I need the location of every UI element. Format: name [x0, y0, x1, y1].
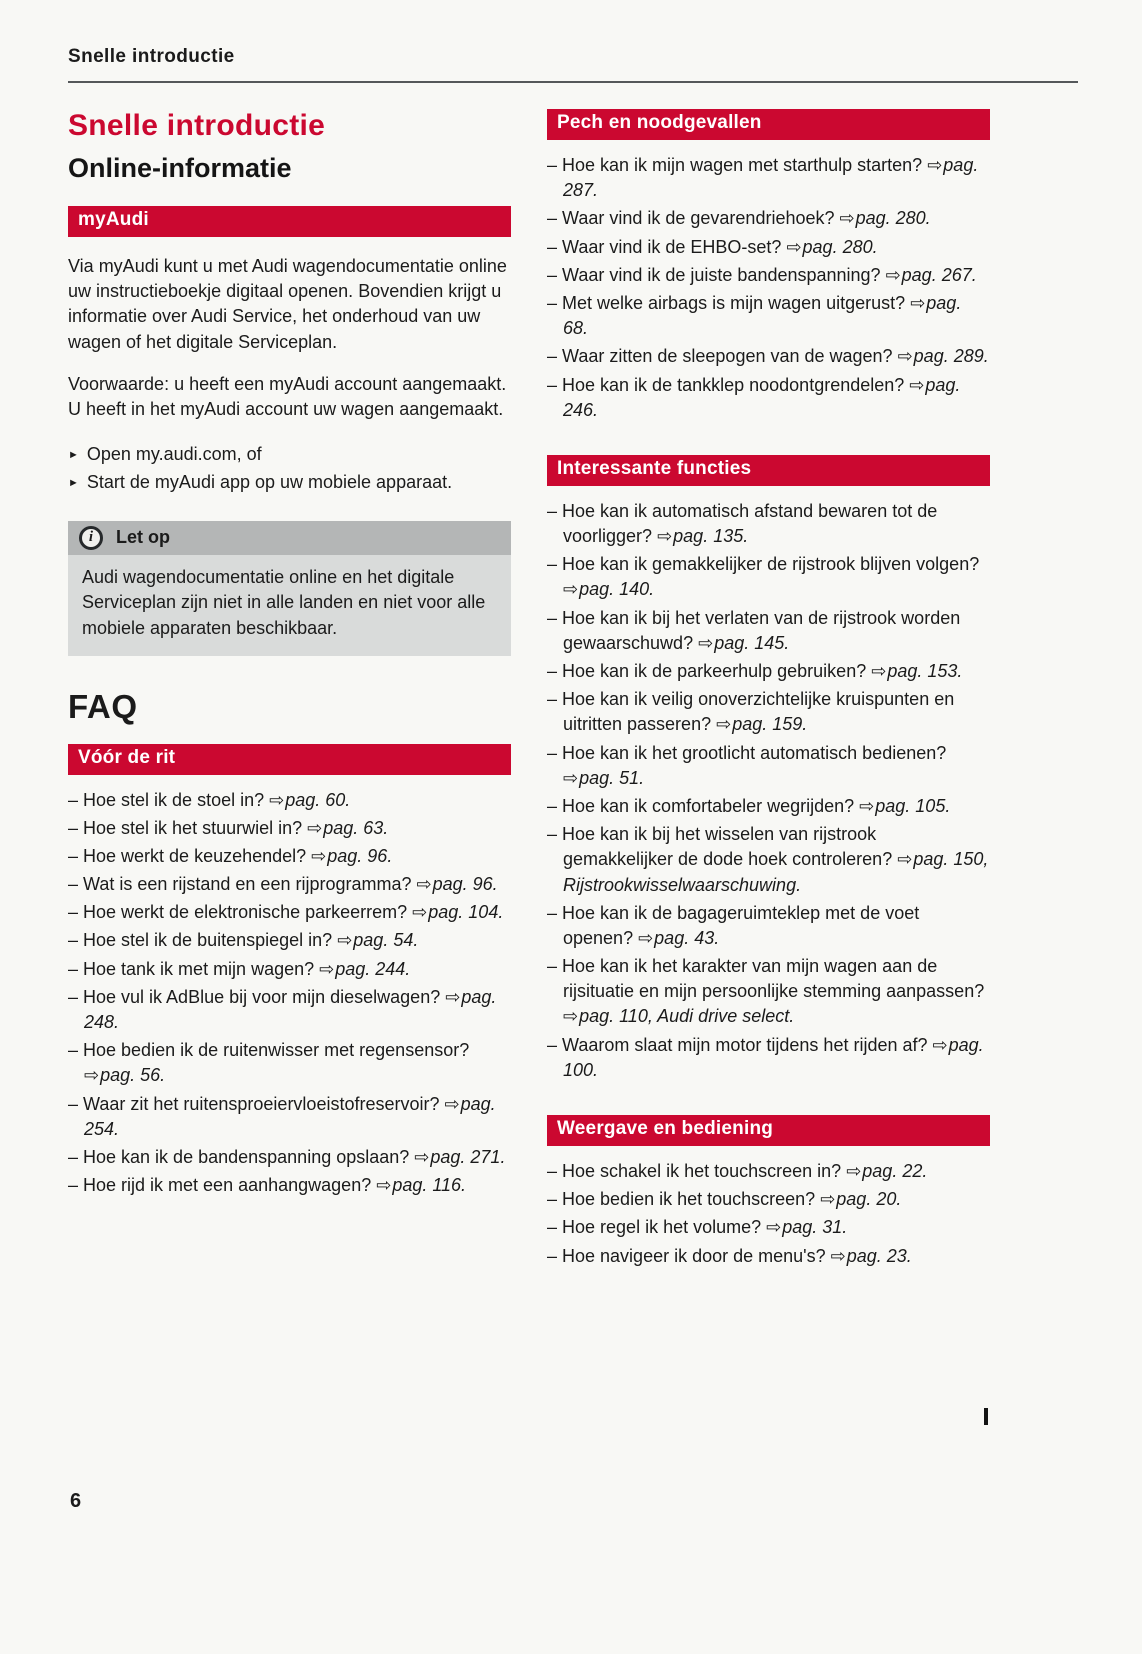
question-text: Hoe vul ik AdBlue bij voor mijn dieselwagen? — [83, 986, 446, 1007]
question-item — [68, 1145, 511, 1170]
question-item — [547, 901, 990, 951]
page-ref-arrow-icon: ⇨ — [563, 1006, 579, 1027]
faq-heading: FAQ — [68, 687, 138, 725]
note-title: Let op — [116, 527, 170, 548]
dash-bullet: – — [547, 956, 563, 977]
page-reference: pag. 287. — [563, 155, 979, 201]
page-reference: pag. 96. — [327, 845, 393, 866]
question-item — [547, 499, 990, 549]
dash-bullet: – — [68, 789, 84, 810]
bullet-list — [68, 441, 511, 497]
question-text: Hoe kan ik bij het wisselen van rijstrook gemakkelijker de dode hoek controleren? — [562, 824, 898, 870]
section-pech-en-noodgevallen — [547, 109, 990, 423]
page-ref-arrow-icon: ⇨ — [897, 346, 913, 367]
question-item — [547, 1159, 990, 1184]
page-reference: pag. 289. — [913, 346, 989, 367]
note-header — [68, 521, 511, 555]
page-ref-arrow-icon: ⇨ — [416, 874, 432, 895]
question-item — [547, 954, 990, 1030]
question-item — [547, 659, 990, 684]
question-list — [547, 153, 990, 423]
question-text: Hoe kan ik veilig onoverzichtelijke kruispunten en uitritten passeren? — [562, 689, 955, 735]
page-reference: pag. 244. — [335, 958, 411, 979]
question-text: Waar zitten de sleepogen van de wagen? — [562, 346, 898, 367]
section-banner: Weergave en bediening — [547, 1115, 990, 1146]
dash-bullet: – — [68, 1093, 84, 1114]
dash-bullet: – — [68, 1040, 84, 1061]
question-text: Hoe tank ik met mijn wagen? — [83, 958, 320, 979]
question-list — [547, 499, 990, 1083]
dash-bullet: – — [547, 554, 563, 575]
question-text: Met welke airbags is mijn wagen uitgerust? — [562, 292, 911, 313]
dash-bullet: – — [68, 986, 84, 1007]
page-ref-arrow-icon: ⇨ — [698, 632, 714, 653]
page-reference: pag. 68. — [563, 292, 962, 339]
question-text: Hoe werkt de elektronische parkeerrem? — [83, 902, 413, 923]
chapter-title: Snelle introductie — [68, 109, 326, 142]
page-ref-arrow-icon: ⇨ — [412, 902, 428, 923]
page-reference: pag. 140. — [579, 579, 655, 600]
page-ref-arrow-icon: ⇨ — [885, 264, 901, 285]
question-item — [547, 235, 990, 260]
triangle-bullet-icon: ► — [68, 449, 79, 462]
question-text: Hoe stel ik het stuurwiel in? — [83, 817, 308, 838]
page-ref-arrow-icon: ⇨ — [871, 661, 887, 681]
question-text: Wat is een rijstand en een rijprogramma? — [83, 874, 417, 895]
page-reference: pag. 51. — [579, 767, 645, 788]
page-ref-arrow-icon: ⇨ — [445, 986, 461, 1007]
question-item — [547, 741, 990, 791]
dash-bullet: – — [547, 208, 563, 229]
page-ref-arrow-icon: ⇨ — [307, 817, 323, 838]
page-ref-arrow-icon: ⇨ — [319, 958, 335, 979]
question-item — [547, 687, 990, 737]
page-ref-arrow-icon: ⇨ — [897, 849, 913, 870]
question-item — [547, 606, 990, 656]
question-text: Hoe kan ik het karakter van mijn wagen aan de rijsituatie en mijn persoonlijke stemming aanpassen? — [562, 956, 985, 1002]
question-text: Hoe navigeer ik door de menu's? — [562, 1245, 831, 1266]
question-item — [68, 788, 511, 813]
question-item — [547, 153, 990, 203]
dash-bullet: – — [68, 817, 84, 838]
section-weergave-en-bediening — [547, 1115, 990, 1269]
page-ref-arrow-icon: ⇨ — [766, 1217, 782, 1238]
page-reference: pag. 31. — [782, 1217, 848, 1238]
page-ref-arrow-icon: ⇨ — [927, 155, 943, 175]
dash-bullet: – — [547, 292, 563, 313]
section-title: Online-informatie — [68, 153, 292, 183]
question-item — [547, 344, 990, 369]
dash-bullet: – — [547, 236, 563, 257]
page-reference: pag. 280. — [855, 208, 931, 229]
question-text: Hoe kan ik mijn wagen met starthulp starten? — [562, 155, 928, 175]
question-text: Hoe rijd ik met een aanhangwagen? — [83, 1175, 377, 1196]
two-column-layout — [68, 109, 1078, 1272]
question-text: Waar vind ik de EHBO-set? — [562, 236, 787, 257]
page-ref-arrow-icon: ⇨ — [859, 795, 875, 816]
page-ref-arrow-icon: ⇨ — [444, 1093, 460, 1114]
dash-bullet: – — [547, 1034, 563, 1055]
page-ref-arrow-icon: ⇨ — [910, 292, 926, 313]
page-ref-arrow-icon: ⇨ — [376, 1175, 392, 1196]
page-reference: pag. 104. — [428, 902, 504, 923]
page-reference: pag. 271. — [430, 1146, 506, 1167]
question-text: Hoe kan ik de tankklep noodontgrendelen? — [562, 374, 910, 395]
page-ref-arrow-icon: ⇨ — [716, 714, 732, 735]
question-text: Waar zit het ruitensproeiervloeistofreservoir? — [83, 1093, 445, 1114]
page-reference: pag. 267. — [901, 264, 977, 285]
page-ref-arrow-icon: ⇨ — [846, 1161, 862, 1181]
page-reference: pag. 246. — [563, 374, 961, 420]
page-reference: pag. 60. — [285, 789, 351, 810]
question-item — [68, 985, 511, 1035]
page-reference: pag. 280. — [802, 236, 878, 257]
dash-bullet: – — [547, 742, 563, 763]
question-item — [547, 822, 990, 898]
page-ref-arrow-icon: ⇨ — [839, 208, 855, 229]
left-column — [68, 109, 511, 1272]
bullet-text: Open my.audi.com, of — [86, 444, 262, 465]
page-number: 6 — [70, 1490, 82, 1512]
section-banner: Pech en noodgevallen — [547, 109, 990, 140]
question-item — [547, 1187, 990, 1212]
page-ref-arrow-icon: ⇨ — [84, 1065, 100, 1086]
note-box — [68, 521, 511, 656]
page-ref-arrow-icon: ⇨ — [337, 930, 353, 951]
page-reference: pag. 43. — [654, 927, 720, 948]
question-item — [68, 1038, 511, 1088]
page-ref-arrow-icon: ⇨ — [414, 1146, 430, 1167]
page-ref-arrow-icon: ⇨ — [638, 927, 654, 948]
question-text: Hoe kan ik het grootlicht automatisch bedienen? — [562, 742, 947, 763]
dash-bullet: – — [547, 607, 563, 628]
change-marker — [984, 1408, 988, 1425]
section-banner: Vóór de rit — [68, 744, 511, 775]
page-reference: pag. 159. — [732, 714, 808, 735]
page-reference: pag. 248. — [84, 986, 497, 1033]
question-item — [68, 1092, 511, 1142]
question-text: Hoe kan ik de parkeerhulp gebruiken? — [562, 661, 872, 681]
dash-bullet: – — [68, 874, 84, 895]
question-text: Hoe kan ik automatisch afstand bewaren tot de voorligger? — [562, 500, 938, 547]
page-reference: pag. 54. — [353, 930, 419, 951]
question-text: Hoe bedien ik de ruitenwisser met regensensor? — [83, 1040, 470, 1061]
page-ref-arrow-icon: ⇨ — [563, 767, 579, 788]
question-item — [547, 1033, 990, 1083]
dash-bullet: – — [547, 374, 563, 395]
dash-bullet: – — [547, 264, 563, 285]
dash-bullet: – — [547, 500, 563, 521]
page-reference: pag. 150, Rijstrookwisselwaarschuwing. — [563, 849, 989, 895]
question-item — [68, 928, 511, 953]
page-reference: pag. 105. — [875, 795, 951, 816]
dash-bullet: – — [547, 346, 563, 367]
bullet-item — [68, 441, 511, 469]
question-item — [68, 1173, 511, 1198]
bullet-text: Start de myAudi app op uw mobiele apparaat. — [86, 472, 453, 493]
page-reference: pag. 153. — [887, 661, 963, 681]
question-text: Hoe stel ik de buitenspiegel in? — [83, 930, 338, 951]
page-ref-arrow-icon: ⇨ — [820, 1189, 836, 1210]
dash-bullet: – — [68, 1146, 84, 1167]
page-reference: pag. 254. — [84, 1093, 496, 1139]
dash-bullet: – — [68, 958, 84, 979]
page-ref-arrow-icon: ⇨ — [786, 236, 802, 257]
dash-bullet: – — [68, 930, 84, 951]
question-item — [547, 206, 990, 231]
page-ref-arrow-icon: ⇨ — [657, 526, 673, 547]
dash-bullet: – — [547, 1189, 563, 1210]
page-reference: pag. 20. — [836, 1189, 902, 1210]
section-banner: Interessante functies — [547, 455, 990, 486]
page-reference: pag. 110, Audi drive select. — [579, 1006, 795, 1027]
dash-bullet: – — [547, 902, 563, 923]
question-text: Hoe kan ik gemakkelijker de rijstrook blijven volgen? — [562, 554, 980, 575]
paragraph-voorwaarde: Voorwaarde: u heeft een myAudi account aangemaakt. U heeft in het myAudi account uw wagen aangemaakt. — [68, 373, 507, 419]
question-text: Hoe kan ik bij het verlaten van de rijstrook worden gewaarschuwd? — [562, 607, 961, 653]
page-ref-arrow-icon: ⇨ — [830, 1245, 846, 1266]
dash-bullet: – — [547, 689, 563, 710]
dash-bullet: – — [68, 902, 84, 923]
page-reference: pag. 23. — [846, 1245, 912, 1266]
header-rule — [68, 81, 1078, 83]
question-text: Hoe werkt de keuzehendel? — [83, 845, 312, 866]
question-item — [547, 552, 990, 602]
dash-bullet: – — [547, 661, 563, 681]
question-item — [547, 794, 990, 819]
page-reference: pag. 116. — [392, 1175, 467, 1196]
question-text: Waar vind ik de gevarendriehoek? — [562, 208, 840, 229]
question-text: Hoe kan ik de bandenspanning opslaan? — [83, 1146, 415, 1167]
page-reference: pag. 63. — [323, 817, 389, 838]
dash-bullet: – — [547, 1217, 563, 1238]
dash-bullet: – — [547, 155, 563, 175]
page-ref-arrow-icon: ⇨ — [932, 1034, 948, 1055]
question-text: Hoe kan ik de bagageruimteklep met de voet openen? — [562, 902, 920, 948]
section-interessante-functies — [547, 455, 990, 1083]
paragraph-myaudi-intro: Via myAudi kunt u met Audi wagendocumentatie online uw instructieboekje digitaal openen. Bovendien krijgt u informatie over Audi Service, het onderhoud van uw wagen of het digitale Serviceplan. — [68, 256, 507, 352]
question-text: Hoe schakel ik het touchscreen in? — [562, 1161, 847, 1181]
question-list — [68, 788, 511, 1199]
myaudi-banner: myAudi — [68, 206, 511, 237]
question-list — [547, 1159, 990, 1269]
page-ref-arrow-icon: ⇨ — [311, 845, 327, 866]
question-item — [68, 872, 511, 897]
note-body: Audi wagendocumentatie online en het digitale Serviceplan zijn niet in alle landen en niet voor alle mobiele apparaten beschikbaar. — [68, 555, 511, 656]
page-reference: pag. 56. — [100, 1065, 166, 1086]
dash-bullet: – — [547, 1161, 563, 1181]
question-item — [68, 957, 511, 982]
right-column — [547, 109, 990, 1272]
dash-bullet: – — [68, 845, 84, 866]
question-item — [547, 1244, 990, 1269]
dash-bullet: – — [547, 1245, 563, 1266]
question-item — [68, 816, 511, 841]
page-reference: pag. 96. — [432, 874, 498, 895]
question-text: Hoe regel ik het volume? — [562, 1217, 767, 1238]
question-item — [547, 1215, 990, 1240]
question-text: Waarom slaat mijn motor tijdens het rijden af? — [562, 1034, 933, 1055]
page-ref-arrow-icon: ⇨ — [269, 789, 285, 810]
dash-bullet: – — [547, 795, 563, 816]
bullet-item — [68, 469, 511, 497]
section-voor-de-rit — [68, 744, 511, 1199]
page-reference: pag. 135. — [673, 526, 749, 547]
running-header: Snelle introductie — [68, 46, 235, 67]
dash-bullet: – — [68, 1175, 84, 1196]
info-icon: i — [79, 526, 103, 550]
page-ref-arrow-icon: ⇨ — [909, 374, 925, 395]
page-reference: pag. 100. — [563, 1034, 984, 1080]
page-reference: pag. 145. — [714, 632, 790, 653]
triangle-bullet-icon: ► — [68, 477, 79, 490]
question-text: Waar vind ik de juiste bandenspanning? — [562, 264, 886, 285]
question-item — [547, 373, 990, 423]
question-item — [547, 291, 990, 341]
dash-bullet: – — [547, 824, 563, 845]
question-item — [547, 263, 990, 288]
page-ref-arrow-icon: ⇨ — [563, 579, 579, 600]
page-reference: pag. 22. — [862, 1161, 928, 1181]
question-text: Hoe bedien ik het touchscreen? — [562, 1189, 821, 1210]
question-item — [68, 844, 511, 869]
question-text: Hoe kan ik comfortabeler wegrijden? — [562, 795, 860, 816]
question-item — [68, 900, 511, 925]
question-text: Hoe stel ik de stoel in? — [83, 789, 270, 810]
